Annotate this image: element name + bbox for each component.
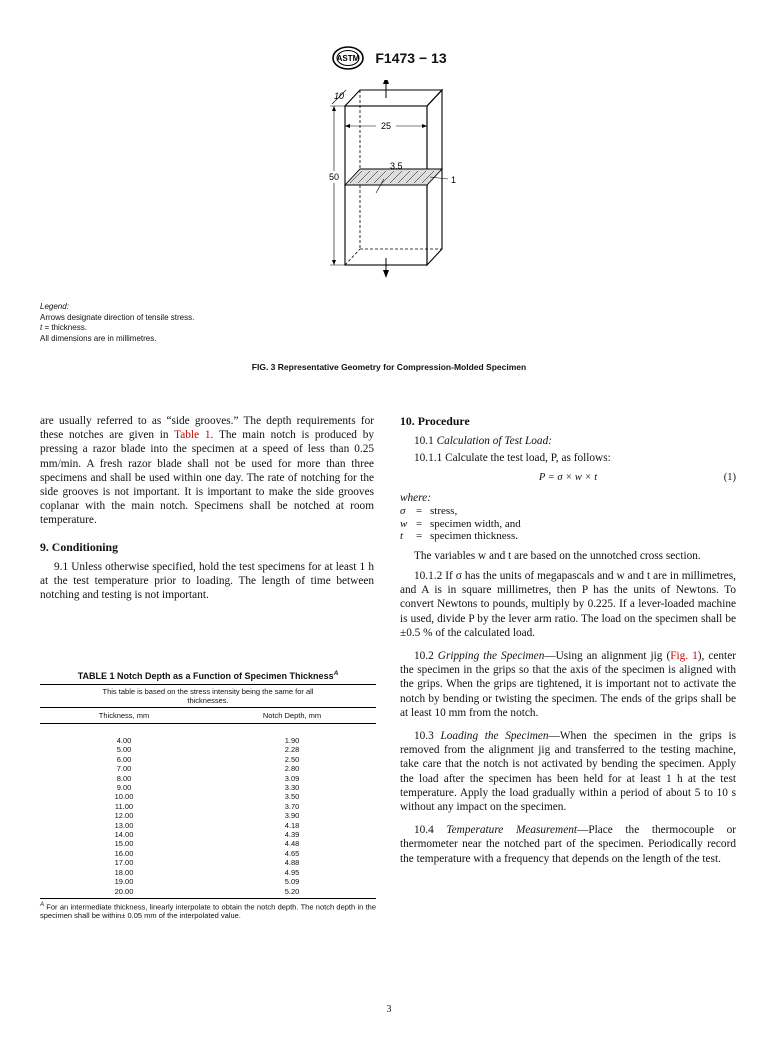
cell-thickness: 4.00 [116, 736, 132, 745]
definition-text: specimen width, and [430, 517, 521, 530]
left-column [40, 414, 374, 602]
paragraph-9-1: 9.1 Unless otherwise specified, hold the test specimens for at least 1 h at the test temperature prior to loading. The length of time between notching and testing is not important. [40, 560, 374, 602]
dim-height-label: 50 [328, 172, 340, 182]
section-heading-conditioning: 9. Conditioning [40, 539, 119, 554]
dim-side-groove-label: 1 [451, 175, 457, 185]
page-number: 3 [386, 1004, 392, 1015]
cell-thickness: 14.00 [114, 830, 134, 840]
cell-thickness: 12.00 [114, 811, 134, 821]
cell-notch-depth: 4.39 [284, 830, 300, 840]
definition-sym: w [400, 517, 408, 530]
table-title: TABLE 1 Notch Depth as a Function of Specimen Thickness$^A$ [77, 670, 339, 681]
cell-thickness: 11.00 [114, 801, 134, 811]
cell-thickness: 6.00 [116, 754, 132, 764]
definition-sym: t [400, 530, 404, 543]
cell-notch-depth: 3.70 [284, 801, 300, 811]
cell-notch-depth: 2.28 [284, 745, 300, 755]
dim-notch-label: 3.5 [390, 161, 403, 171]
table-body [40, 724, 376, 898]
standard-designation: F1473 − 13 [375, 50, 447, 66]
cell-notch-depth: 3.90 [284, 811, 300, 821]
definition-text: specimen thickness. [430, 530, 518, 543]
table-1-link[interactable]: Table 1 [174, 429, 211, 442]
table-row [40, 755, 376, 764]
table-row [40, 811, 376, 820]
table-row [40, 868, 376, 877]
table-row [40, 839, 376, 848]
table-1 [40, 670, 376, 920]
cell-notch-depth: 4.18 [284, 820, 300, 830]
table-footnote: $^A$ For an intermediate thickness, linearly interpolate to obtain the notch depth. The notch depth in the specimen shall be within± 0.05 mm of the interpolated value. [40, 898, 376, 921]
paragraph-10-1-2: 10.1.2 If σ has the units of megapascals and w and t are in millimetres, and A is in square millimetres, then P has the units of Newtons. To convert Newtons to pounds, multiply by 0.225. If a lever-loaded machine is used, divide P by the lever arm ratio. The load on the specimen shall be ±0.5 % of the calculated load. [400, 570, 736, 639]
table-row [40, 774, 376, 783]
cell-thickness: 18.00 [114, 867, 134, 877]
astm-logo-icon [331, 46, 365, 70]
table-row [40, 858, 376, 867]
paragraph-10-1: 10.1 Calculation of Test Load: [414, 435, 552, 448]
figure-legend [40, 302, 194, 344]
cell-thickness: 15.00 [114, 839, 134, 849]
cell-thickness: 10.00 [114, 792, 134, 802]
cell-notch-depth: 2.80 [284, 764, 300, 774]
definition-eq: = [416, 530, 423, 543]
cell-notch-depth: 4.48 [284, 839, 300, 849]
cell-notch-depth: 4.88 [284, 858, 300, 868]
cell-thickness: 19.00 [114, 877, 134, 887]
table-header-row [40, 707, 376, 724]
paragraph-variables: The variables w and t are based on the unnotched cross section. [414, 549, 701, 562]
cell-notch-depth: 5.09 [284, 877, 300, 887]
cell-thickness: 9.00 [116, 783, 132, 793]
table-row [40, 821, 376, 830]
table-row [40, 849, 376, 858]
tensile-arrow-down [383, 270, 389, 278]
equation-number: (1) [723, 471, 736, 483]
table-row [40, 745, 376, 754]
paragraph-10-2: 10.2 Gripping the Specimen—Using an alignment jig (Fig. 1), center the specimen in the grips so that the axis of the specimen is aligned with the grips. When the grips are tightened, it is important not to activate the notch by bending or twisting the specimen. The ends of the grips shall be at least 10 mm from the notch. [400, 650, 736, 719]
definition-text: stress, [430, 505, 458, 518]
specimen-top-face [345, 90, 442, 106]
fig-1-link[interactable]: Fig. 1 [670, 650, 698, 663]
table-note: This table is based on the stress intensity being the same for all thicknesses. [102, 687, 314, 705]
cell-notch-depth: 5.20 [284, 886, 300, 896]
paragraph-10-4: 10.4 Temperature Measurement—Place the thermocouple or thermometer near the notched part of the specimen. Periodically record the temperature with a frequency that depends on the length of the test. [400, 824, 736, 865]
cell-notch-depth: 4.65 [284, 848, 300, 858]
svg-text:ASTM: ASTM [337, 54, 360, 63]
equation-1: P = σ × w × t (1) [400, 471, 736, 485]
tensile-arrow-up [383, 80, 389, 84]
paragraph-side-grooves: are usually referred to as “side grooves.” The depth requirements for these notches are given in Table 1. The main notch is produced by pressing a razor blade into the specimen at a speed of less than 0.25 mm/min. A fresh razor blade shall not be used for more than three specimens and shall be used within one day. The rate of notching for the side grooves is not important. It is important to make the side grooves coplanar with the main notch. Specimens shall be notched at room temperature. [40, 415, 375, 527]
paragraph-10-3: 10.3 Loading the Specimen—When the specimen in the grips is removed from the alignment jig and transferred to the testing machine, take care that the notch is not activated by bending the specimen. Apply the load after the specimen has been held for at least 1 h at the test temperature. Apply the load gradually within a period of about 5 to 10 s without any impact on the specimen. [400, 730, 736, 814]
cell-notch-depth: 4.95 [284, 867, 300, 877]
cell-thickness: 17.00 [114, 858, 134, 868]
page-header [0, 46, 778, 70]
table-row [40, 802, 376, 811]
table-row [40, 830, 376, 839]
legend-line-arrows: Arrows designate direction of tensile stress. [40, 312, 195, 322]
cell-notch-depth: 2.50 [284, 754, 300, 764]
cell-thickness: 20.00 [114, 886, 134, 896]
cell-notch-depth: 3.09 [284, 773, 300, 783]
table-row [40, 783, 376, 792]
dim-depth-label: 10 [334, 91, 345, 101]
symbol-definitions [400, 505, 736, 543]
definition-eq: = [416, 517, 423, 530]
where-label: where: [400, 491, 431, 504]
table-row [40, 736, 376, 745]
figure-caption: FIG. 3 Representative Geometry for Compression-Molded Specimen [251, 362, 527, 372]
definition-sym: σ [400, 505, 406, 518]
dim-width-label: 25 [380, 121, 392, 131]
cell-thickness: 13.00 [114, 820, 134, 830]
column-header-notch-depth: Notch Depth, mm [262, 711, 322, 720]
cell-notch-depth: 1.90 [284, 736, 300, 745]
specimen-figure [300, 80, 480, 280]
legend-line-thickness: t = thickness. [40, 323, 87, 332]
table-row [40, 877, 376, 886]
definition-eq: = [416, 505, 423, 518]
cell-thickness: 16.00 [114, 848, 134, 858]
section-heading-procedure: 10. Procedure [400, 414, 470, 428]
legend-title: Legend: [40, 302, 69, 311]
legend-line-units: All dimensions are in millimetres. [40, 333, 157, 343]
table-row [40, 764, 376, 773]
table-row [40, 887, 376, 896]
cell-notch-depth: 3.50 [284, 792, 300, 802]
table-row [40, 792, 376, 801]
paragraph-10-1-1: 10.1.1 Calculate the test load, P, as follows: [414, 452, 611, 465]
cell-thickness: 8.00 [116, 773, 132, 783]
right-column [400, 414, 736, 866]
cell-notch-depth: 3.30 [284, 783, 300, 793]
column-header-thickness: Thickness, mm [98, 711, 150, 720]
cell-thickness: 5.00 [116, 745, 132, 755]
cell-thickness: 7.00 [116, 764, 132, 774]
